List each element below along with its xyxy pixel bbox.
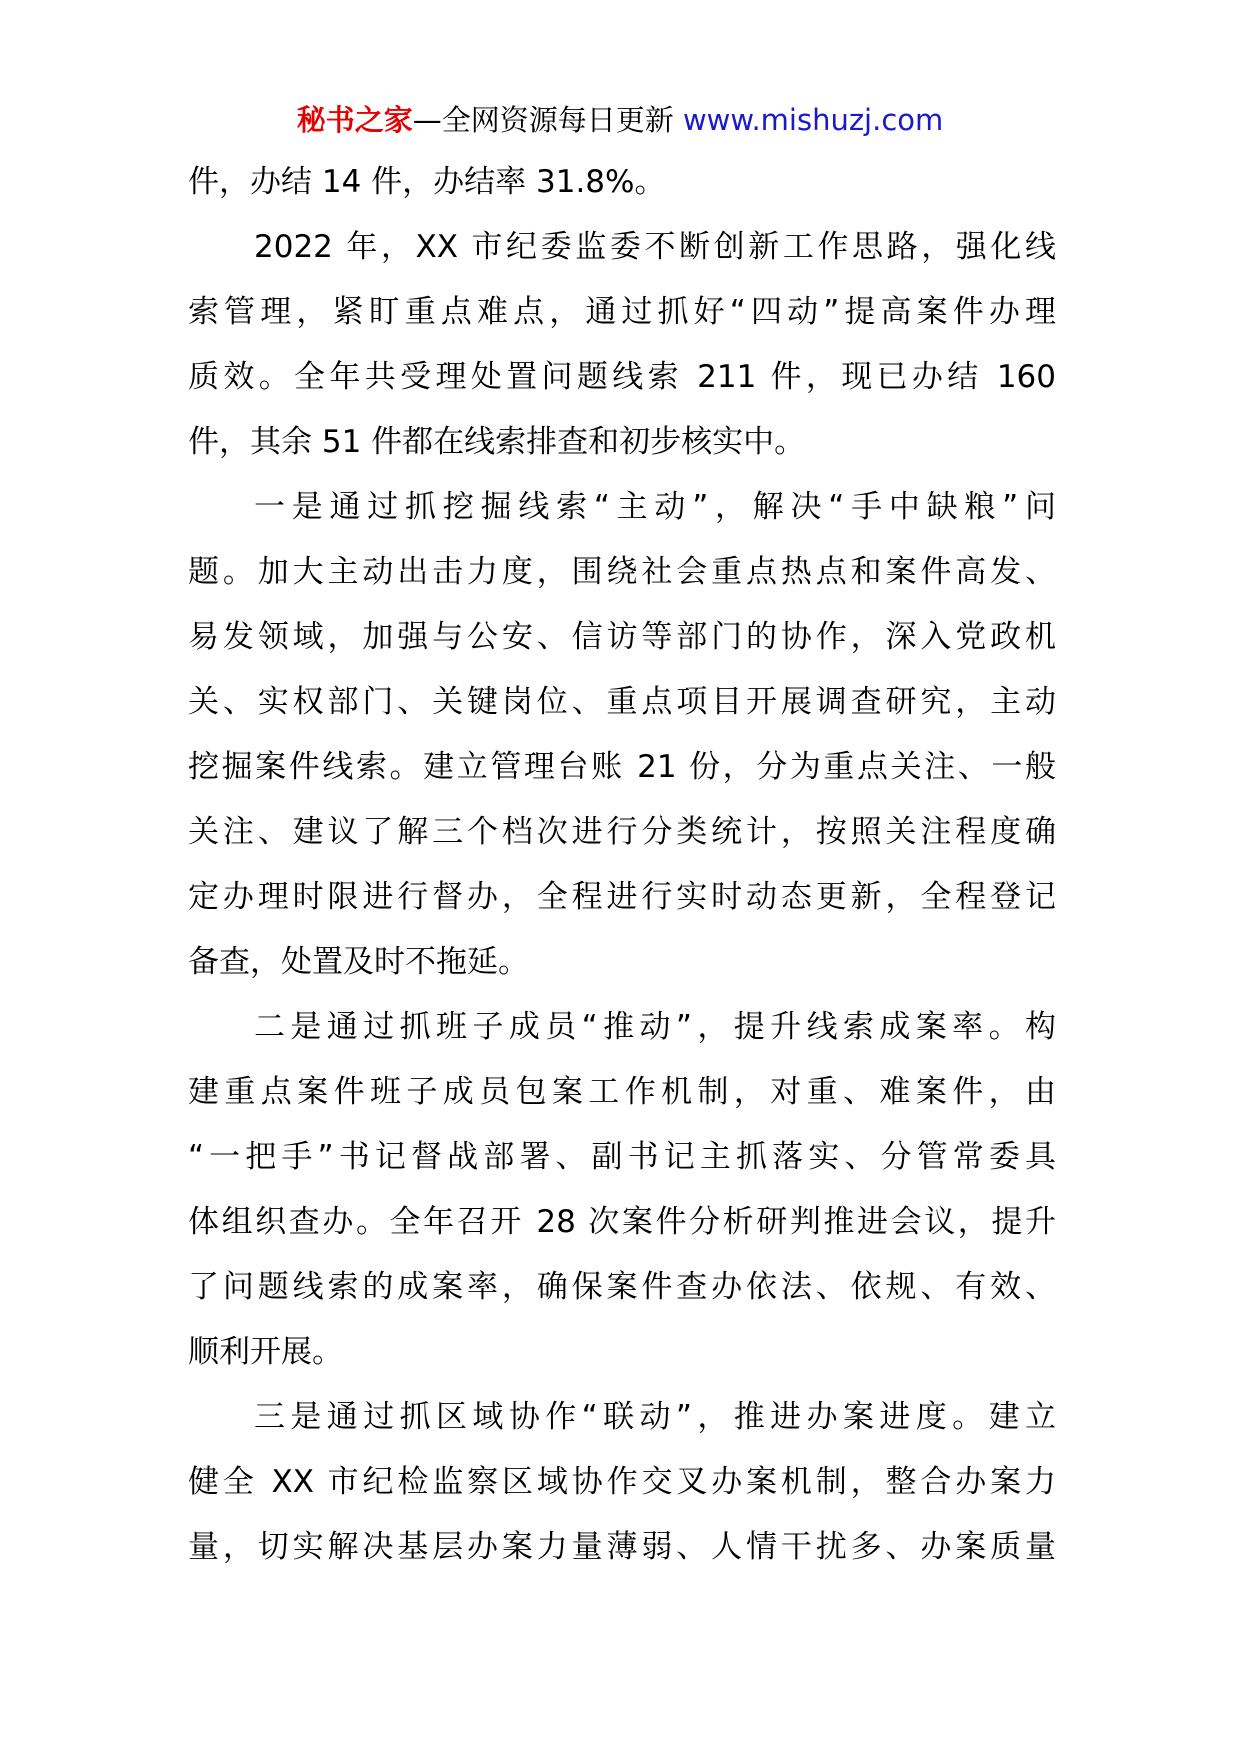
text-line: 建重点案件班子成员包案工作机制，对重、难案件，由 [188,1074,1056,1110]
text-line: 健全 XX 市纪检监察区域协作交叉办案机制，整合办案力 [188,1464,1056,1500]
text-line: 关注、建议了解三个档次进行分类统计，按照关注程度确 [188,814,1056,850]
brand-name: 秘书之家 [296,103,413,137]
text-line: 体组织查办。全年召开 28 次案件分析研判推进会议，提升 [188,1204,1056,1240]
text-line: 题。加大主动出击力度，围绕社会重点热点和案件高发、 [188,554,1056,590]
paragraph-start-line: 一是通过抓挖掘线索“主动”，解决“手中缺粮”问 [254,489,1056,525]
text-line: 索管理，紧盯重点难点，通过抓好“四动”提高案件办理 [188,294,1056,330]
text-line: 挖掘案件线索。建立管理台账 21 份，分为重点关注、一般 [188,749,1056,785]
text-line: 顺利开展。 [188,1334,343,1370]
text-line: 量，切实解决基层办案力量薄弱、人情干扰多、办案质量 [188,1529,1056,1565]
text-line: 件，办结 14 件，办结率 31.8%。 [188,164,666,200]
document-body [188,162,1056,1592]
text-line: 定办理时限进行督办，全程进行实时动态更新，全程登记 [188,879,1056,915]
text-line: 易发领域，加强与公安、信访等部门的协作，深入党政机 [188,619,1056,655]
text-line: 质效。全年共受理处置问题线索 211 件，现已办结 160 [188,359,1056,395]
text-line: 备查，处置及时不拖延。 [188,944,529,980]
header-tagline: —全网资源每日更新 [412,103,683,137]
paragraph-start-line: 三是通过抓区域协作“联动”，推进办案进度。建立 [254,1399,1056,1435]
text-line: 了问题线索的成案率，确保案件查办依法、依规、有效、 [188,1269,1056,1305]
paragraph-start-line: 二是通过抓班子成员“推动”，提升线索成案率。构 [254,1009,1056,1045]
text-line: 关、实权部门、关键岗位、重点项目开展调查研究，主动 [188,684,1056,720]
site-header [0,100,1240,140]
text-line: “一把手”书记督战部署、副书记主抓落实、分管常委具 [188,1139,1056,1175]
text-line: 件，其余 51 件都在线索排查和初步核实中。 [188,424,806,460]
site-url-link[interactable]: www.mishuzj.com [682,103,944,137]
paragraph-start-line: 2022 年，XX 市纪委监委不断创新工作思路，强化线 [254,229,1056,265]
